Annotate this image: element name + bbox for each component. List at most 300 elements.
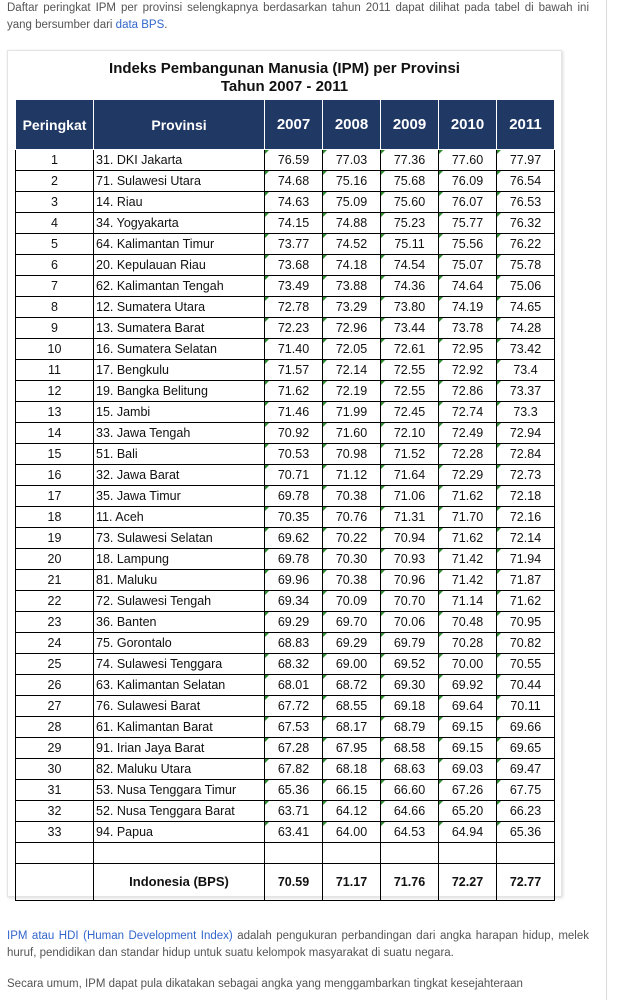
cell-ipm-2008: 77.03 (323, 150, 381, 171)
table-row (16, 801, 555, 822)
cell-ipm-2009: 68.58 (381, 738, 439, 759)
cell-rank: 24 (16, 633, 94, 654)
cell-ipm-2010: 77.60 (439, 150, 497, 171)
table-total-row (16, 864, 555, 901)
table-row (16, 633, 555, 654)
cell-ipm-2007: 71.40 (265, 339, 323, 360)
cell-ipm-2010: 69.92 (439, 675, 497, 696)
header-2007: 2007 (265, 100, 323, 150)
header-2010: 2010 (439, 100, 497, 150)
cell-ipm-2011: 76.53 (497, 192, 555, 213)
cell-rank: 7 (16, 276, 94, 297)
cell-ipm-2011: 66.23 (497, 801, 555, 822)
cell-province: 61. Kalimantan Barat (94, 717, 265, 738)
table-row (16, 570, 555, 591)
cell-ipm-2009: 75.68 (381, 171, 439, 192)
header-2011: 2011 (497, 100, 555, 150)
table-row (16, 486, 555, 507)
cell-ipm-2008: 68.72 (323, 675, 381, 696)
cell-rank: 3 (16, 192, 94, 213)
cell-ipm-2009: 69.79 (381, 633, 439, 654)
table-title (8, 60, 561, 96)
cell-ipm-2007: 74.63 (265, 192, 323, 213)
cell-rank: 8 (16, 297, 94, 318)
cell-province: 15. Jambi (94, 402, 265, 423)
total-ipm-2009: 71.76 (381, 864, 439, 901)
cell-province: 52. Nusa Tenggara Barat (94, 801, 265, 822)
cell-province: 94. Papua (94, 822, 265, 843)
cell-ipm-2009: 73.80 (381, 297, 439, 318)
cell-province: 33. Jawa Tengah (94, 423, 265, 444)
table-row (16, 150, 555, 171)
cell-ipm-2007: 68.32 (265, 654, 323, 675)
table-header-row (16, 100, 555, 150)
cell-province: 64. Kalimantan Timur (94, 234, 265, 255)
cell-ipm-2011: 71.94 (497, 549, 555, 570)
cell-ipm-2011: 72.73 (497, 465, 555, 486)
cell-ipm-2011: 74.28 (497, 318, 555, 339)
ipm-table (15, 99, 555, 901)
cell-ipm-2007: 69.78 (265, 486, 323, 507)
cell-ipm-2010: 69.15 (439, 738, 497, 759)
cell-ipm-2009: 74.36 (381, 276, 439, 297)
table-row (16, 360, 555, 381)
cell-ipm-2009: 75.23 (381, 213, 439, 234)
cell-ipm-2010: 64.94 (439, 822, 497, 843)
table-row (16, 612, 555, 633)
cell-rank: 29 (16, 738, 94, 759)
cell-province: 76. Sulawesi Barat (94, 696, 265, 717)
cell-ipm-2007: 73.77 (265, 234, 323, 255)
spacer-cell (265, 843, 323, 864)
cell-ipm-2011: 70.11 (497, 696, 555, 717)
cell-ipm-2008: 70.98 (323, 444, 381, 465)
table-row (16, 528, 555, 549)
cell-ipm-2010: 73.78 (439, 318, 497, 339)
cell-ipm-2009: 70.70 (381, 591, 439, 612)
cell-province: 36. Banten (94, 612, 265, 633)
table-row (16, 213, 555, 234)
cell-ipm-2008: 74.18 (323, 255, 381, 276)
cell-ipm-2010: 71.62 (439, 486, 497, 507)
cell-ipm-2009: 74.54 (381, 255, 439, 276)
cell-ipm-2011: 76.32 (497, 213, 555, 234)
table-row (16, 297, 555, 318)
cell-province: 16. Sumatera Selatan (94, 339, 265, 360)
cell-ipm-2008: 71.60 (323, 423, 381, 444)
cell-ipm-2011: 72.94 (497, 423, 555, 444)
spacer-cell (94, 843, 265, 864)
table-row (16, 780, 555, 801)
cell-ipm-2011: 72.18 (497, 486, 555, 507)
table-row (16, 171, 555, 192)
cell-rank: 26 (16, 675, 94, 696)
cell-ipm-2011: 75.06 (497, 276, 555, 297)
cell-rank: 33 (16, 822, 94, 843)
cell-ipm-2010: 70.48 (439, 612, 497, 633)
table-row (16, 234, 555, 255)
intro-paragraph (7, 0, 589, 34)
cell-rank: 31 (16, 780, 94, 801)
secara-text: Secara umum, IPM dapat pula dikatakan sebagai angka yang menggambarkan tingkat kesejahteraan (7, 978, 523, 990)
table-row (16, 465, 555, 486)
cell-ipm-2010: 69.64 (439, 696, 497, 717)
table-row (16, 591, 555, 612)
cell-ipm-2009: 71.06 (381, 486, 439, 507)
cell-ipm-2011: 76.54 (497, 171, 555, 192)
cell-ipm-2009: 70.06 (381, 612, 439, 633)
cell-ipm-2009: 68.63 (381, 759, 439, 780)
cell-ipm-2011: 73.4 (497, 360, 555, 381)
cell-ipm-2007: 71.46 (265, 402, 323, 423)
cell-ipm-2011: 72.14 (497, 528, 555, 549)
cell-ipm-2010: 74.64 (439, 276, 497, 297)
table-row (16, 675, 555, 696)
cell-province: 72. Sulawesi Tengah (94, 591, 265, 612)
cell-ipm-2007: 70.71 (265, 465, 323, 486)
cell-ipm-2007: 67.72 (265, 696, 323, 717)
cell-ipm-2008: 73.29 (323, 297, 381, 318)
cell-ipm-2008: 71.99 (323, 402, 381, 423)
cell-ipm-2007: 70.92 (265, 423, 323, 444)
cell-ipm-2007: 74.15 (265, 213, 323, 234)
cell-province: 17. Bengkulu (94, 360, 265, 381)
cell-ipm-2011: 69.66 (497, 717, 555, 738)
cell-ipm-2008: 64.00 (323, 822, 381, 843)
cell-rank: 16 (16, 465, 94, 486)
table-row (16, 402, 555, 423)
cell-province: 20. Kepulauan Riau (94, 255, 265, 276)
content-right-border (606, 0, 607, 1000)
table-row (16, 822, 555, 843)
cell-rank: 19 (16, 528, 94, 549)
cell-rank: 10 (16, 339, 94, 360)
cell-ipm-2011: 67.75 (497, 780, 555, 801)
cell-ipm-2011: 70.55 (497, 654, 555, 675)
cell-ipm-2010: 75.56 (439, 234, 497, 255)
secara-paragraph (7, 976, 589, 993)
cell-province: 51. Bali (94, 444, 265, 465)
cell-ipm-2008: 68.55 (323, 696, 381, 717)
cell-rank: 27 (16, 696, 94, 717)
cell-province: 71. Sulawesi Utara (94, 171, 265, 192)
ipm-hdi-link[interactable]: IPM atau HDI (Human Development Index) (7, 930, 233, 942)
ipm-definition-text: adalah pengukuran perbandingan dari angka harapan hidup, melek huruf, pendidikan dan standar hidup untuk suatu kelompok masyarakat di suatu negara. (7, 930, 589, 959)
cell-ipm-2010: 74.19 (439, 297, 497, 318)
cell-province: 75. Gorontalo (94, 633, 265, 654)
cell-ipm-2008: 68.17 (323, 717, 381, 738)
cell-ipm-2008: 67.95 (323, 738, 381, 759)
cell-ipm-2009: 69.30 (381, 675, 439, 696)
cell-ipm-2010: 75.07 (439, 255, 497, 276)
cell-ipm-2009: 71.64 (381, 465, 439, 486)
cell-province: 11. Aceh (94, 507, 265, 528)
cell-ipm-2009: 72.55 (381, 381, 439, 402)
cell-province: 62. Kalimantan Tengah (94, 276, 265, 297)
cell-ipm-2011: 71.87 (497, 570, 555, 591)
spacer-cell (381, 843, 439, 864)
cell-rank: 1 (16, 150, 94, 171)
cell-ipm-2009: 69.18 (381, 696, 439, 717)
cell-ipm-2008: 69.00 (323, 654, 381, 675)
cell-rank: 12 (16, 381, 94, 402)
cell-ipm-2009: 71.52 (381, 444, 439, 465)
cell-rank: 9 (16, 318, 94, 339)
cell-ipm-2010: 71.70 (439, 507, 497, 528)
cell-province: 53. Nusa Tenggara Timur (94, 780, 265, 801)
cell-rank: 18 (16, 507, 94, 528)
cell-ipm-2010: 71.14 (439, 591, 497, 612)
cell-ipm-2008: 68.18 (323, 759, 381, 780)
cell-ipm-2010: 70.00 (439, 654, 497, 675)
cell-ipm-2008: 74.52 (323, 234, 381, 255)
cell-ipm-2009: 72.61 (381, 339, 439, 360)
cell-province: 14. Riau (94, 192, 265, 213)
cell-ipm-2007: 65.36 (265, 780, 323, 801)
cell-ipm-2011: 73.42 (497, 339, 555, 360)
cell-ipm-2007: 70.53 (265, 444, 323, 465)
total-ipm-2007: 70.59 (265, 864, 323, 901)
cell-ipm-2007: 68.01 (265, 675, 323, 696)
header-province: Provinsi (94, 100, 265, 150)
cell-ipm-2011: 71.62 (497, 591, 555, 612)
cell-ipm-2010: 71.42 (439, 549, 497, 570)
cell-ipm-2008: 70.38 (323, 570, 381, 591)
table-row (16, 759, 555, 780)
table-row (16, 318, 555, 339)
cell-ipm-2010: 67.26 (439, 780, 497, 801)
total-ipm-2008: 71.17 (323, 864, 381, 901)
cell-province: 91. Irian Jaya Barat (94, 738, 265, 759)
cell-rank: 2 (16, 171, 94, 192)
table-row (16, 738, 555, 759)
cell-ipm-2007: 69.34 (265, 591, 323, 612)
spacer-cell (439, 843, 497, 864)
cell-rank: 15 (16, 444, 94, 465)
cell-ipm-2007: 63.71 (265, 801, 323, 822)
table-spacer-row (16, 843, 555, 864)
cell-ipm-2008: 72.19 (323, 381, 381, 402)
cell-ipm-2009: 72.10 (381, 423, 439, 444)
cell-rank: 11 (16, 360, 94, 381)
cell-ipm-2009: 70.94 (381, 528, 439, 549)
cell-ipm-2008: 75.09 (323, 192, 381, 213)
cell-ipm-2011: 65.36 (497, 822, 555, 843)
table-row (16, 654, 555, 675)
cell-ipm-2009: 75.11 (381, 234, 439, 255)
cell-province: 13. Sumatera Barat (94, 318, 265, 339)
cell-rank: 13 (16, 402, 94, 423)
cell-ipm-2010: 72.74 (439, 402, 497, 423)
cell-ipm-2008: 72.05 (323, 339, 381, 360)
cell-province: 34. Yogyakarta (94, 213, 265, 234)
cell-ipm-2010: 70.28 (439, 633, 497, 654)
cell-ipm-2009: 64.66 (381, 801, 439, 822)
cell-ipm-2011: 75.78 (497, 255, 555, 276)
table-row (16, 192, 555, 213)
header-rank: Peringkat (16, 100, 94, 150)
table-row (16, 255, 555, 276)
cell-province: 63. Kalimantan Selatan (94, 675, 265, 696)
table-row (16, 339, 555, 360)
cell-province: 31. DKI Jakarta (94, 150, 265, 171)
cell-ipm-2007: 74.68 (265, 171, 323, 192)
cell-ipm-2007: 71.62 (265, 381, 323, 402)
cell-rank: 30 (16, 759, 94, 780)
cell-ipm-2008: 64.12 (323, 801, 381, 822)
cell-rank: 28 (16, 717, 94, 738)
table-row (16, 276, 555, 297)
bps-data-link[interactable]: data BPS (115, 19, 165, 31)
cell-province: 32. Jawa Barat (94, 465, 265, 486)
cell-ipm-2011: 76.22 (497, 234, 555, 255)
table-row (16, 423, 555, 444)
cell-ipm-2009: 68.79 (381, 717, 439, 738)
cell-ipm-2009: 64.53 (381, 822, 439, 843)
total-label: Indonesia (BPS) (94, 864, 265, 901)
cell-rank: 32 (16, 801, 94, 822)
cell-ipm-2009: 72.55 (381, 360, 439, 381)
cell-ipm-2009: 71.31 (381, 507, 439, 528)
cell-ipm-2008: 71.12 (323, 465, 381, 486)
header-2008: 2008 (323, 100, 381, 150)
ipm-table-card (7, 50, 562, 897)
cell-rank: 20 (16, 549, 94, 570)
cell-ipm-2008: 70.38 (323, 486, 381, 507)
total-ipm-2010: 72.27 (439, 864, 497, 901)
intro-end: . (164, 19, 168, 31)
cell-province: 82. Maluku Utara (94, 759, 265, 780)
cell-ipm-2010: 69.15 (439, 717, 497, 738)
cell-ipm-2011: 70.95 (497, 612, 555, 633)
total-rank-cell (16, 864, 94, 901)
cell-ipm-2008: 75.16 (323, 171, 381, 192)
cell-rank: 5 (16, 234, 94, 255)
spacer-cell (16, 843, 94, 864)
cell-ipm-2009: 69.52 (381, 654, 439, 675)
cell-ipm-2011: 69.47 (497, 759, 555, 780)
cell-ipm-2011: 70.44 (497, 675, 555, 696)
cell-ipm-2009: 70.93 (381, 549, 439, 570)
cell-ipm-2007: 72.78 (265, 297, 323, 318)
cell-ipm-2011: 70.82 (497, 633, 555, 654)
cell-ipm-2007: 67.28 (265, 738, 323, 759)
table-title-line1: Indeks Pembangunan Manusia (IPM) per Provinsi (109, 60, 460, 77)
cell-ipm-2007: 71.57 (265, 360, 323, 381)
cell-ipm-2010: 72.86 (439, 381, 497, 402)
spacer-cell (497, 843, 555, 864)
cell-ipm-2008: 70.09 (323, 591, 381, 612)
cell-ipm-2007: 67.82 (265, 759, 323, 780)
table-row (16, 381, 555, 402)
cell-ipm-2010: 72.92 (439, 360, 497, 381)
cell-ipm-2007: 68.83 (265, 633, 323, 654)
cell-ipm-2007: 72.23 (265, 318, 323, 339)
cell-ipm-2010: 65.20 (439, 801, 497, 822)
cell-province: 73. Sulawesi Selatan (94, 528, 265, 549)
cell-ipm-2009: 70.96 (381, 570, 439, 591)
cell-ipm-2008: 73.88 (323, 276, 381, 297)
cell-province: 81. Maluku (94, 570, 265, 591)
cell-ipm-2010: 72.49 (439, 423, 497, 444)
cell-province: 74. Sulawesi Tenggara (94, 654, 265, 675)
cell-rank: 6 (16, 255, 94, 276)
cell-ipm-2010: 76.09 (439, 171, 497, 192)
cell-ipm-2008: 69.29 (323, 633, 381, 654)
cell-ipm-2007: 76.59 (265, 150, 323, 171)
cell-ipm-2011: 72.16 (497, 507, 555, 528)
cell-ipm-2007: 73.49 (265, 276, 323, 297)
cell-province: 19. Bangka Belitung (94, 381, 265, 402)
cell-ipm-2008: 70.76 (323, 507, 381, 528)
cell-ipm-2011: 73.37 (497, 381, 555, 402)
ipm-definition-paragraph (7, 928, 589, 962)
cell-ipm-2008: 74.88 (323, 213, 381, 234)
cell-ipm-2010: 76.07 (439, 192, 497, 213)
cell-ipm-2011: 77.97 (497, 150, 555, 171)
cell-rank: 23 (16, 612, 94, 633)
cell-ipm-2007: 69.62 (265, 528, 323, 549)
cell-ipm-2010: 71.42 (439, 570, 497, 591)
cell-ipm-2009: 66.60 (381, 780, 439, 801)
cell-ipm-2009: 75.60 (381, 192, 439, 213)
cell-rank: 22 (16, 591, 94, 612)
cell-ipm-2009: 77.36 (381, 150, 439, 171)
cell-province: 18. Lampung (94, 549, 265, 570)
cell-ipm-2008: 70.22 (323, 528, 381, 549)
cell-ipm-2008: 70.30 (323, 549, 381, 570)
cell-ipm-2007: 69.78 (265, 549, 323, 570)
table-row (16, 717, 555, 738)
cell-rank: 17 (16, 486, 94, 507)
cell-ipm-2011: 69.65 (497, 738, 555, 759)
cell-rank: 14 (16, 423, 94, 444)
intro-text: Daftar peringkat IPM per provinsi selengkapnya berdasarkan tahun 2011 dapat dilihat pada tabel di bawah ini yang bersumber dari (7, 2, 589, 31)
table-row (16, 696, 555, 717)
cell-ipm-2007: 73.68 (265, 255, 323, 276)
cell-ipm-2010: 72.95 (439, 339, 497, 360)
table-title-line2: Tahun 2007 - 2011 (220, 78, 349, 95)
table-body (16, 150, 555, 901)
cell-ipm-2008: 66.15 (323, 780, 381, 801)
spacer-cell (323, 843, 381, 864)
cell-ipm-2008: 69.70 (323, 612, 381, 633)
cell-ipm-2010: 71.62 (439, 528, 497, 549)
cell-ipm-2010: 75.77 (439, 213, 497, 234)
cell-province: 35. Jawa Timur (94, 486, 265, 507)
cell-ipm-2011: 74.65 (497, 297, 555, 318)
cell-ipm-2008: 72.14 (323, 360, 381, 381)
cell-rank: 21 (16, 570, 94, 591)
cell-ipm-2009: 73.44 (381, 318, 439, 339)
cell-province: 12. Sumatera Utara (94, 297, 265, 318)
cell-ipm-2007: 67.53 (265, 717, 323, 738)
cell-ipm-2007: 70.35 (265, 507, 323, 528)
cell-ipm-2007: 63.41 (265, 822, 323, 843)
cell-ipm-2011: 72.84 (497, 444, 555, 465)
header-2009: 2009 (381, 100, 439, 150)
cell-ipm-2011: 73.3 (497, 402, 555, 423)
table-row (16, 549, 555, 570)
cell-ipm-2009: 72.45 (381, 402, 439, 423)
cell-ipm-2010: 69.03 (439, 759, 497, 780)
cell-ipm-2010: 72.29 (439, 465, 497, 486)
cell-ipm-2008: 72.96 (323, 318, 381, 339)
cell-ipm-2007: 69.29 (265, 612, 323, 633)
table-row (16, 444, 555, 465)
cell-ipm-2010: 72.28 (439, 444, 497, 465)
cell-rank: 4 (16, 213, 94, 234)
